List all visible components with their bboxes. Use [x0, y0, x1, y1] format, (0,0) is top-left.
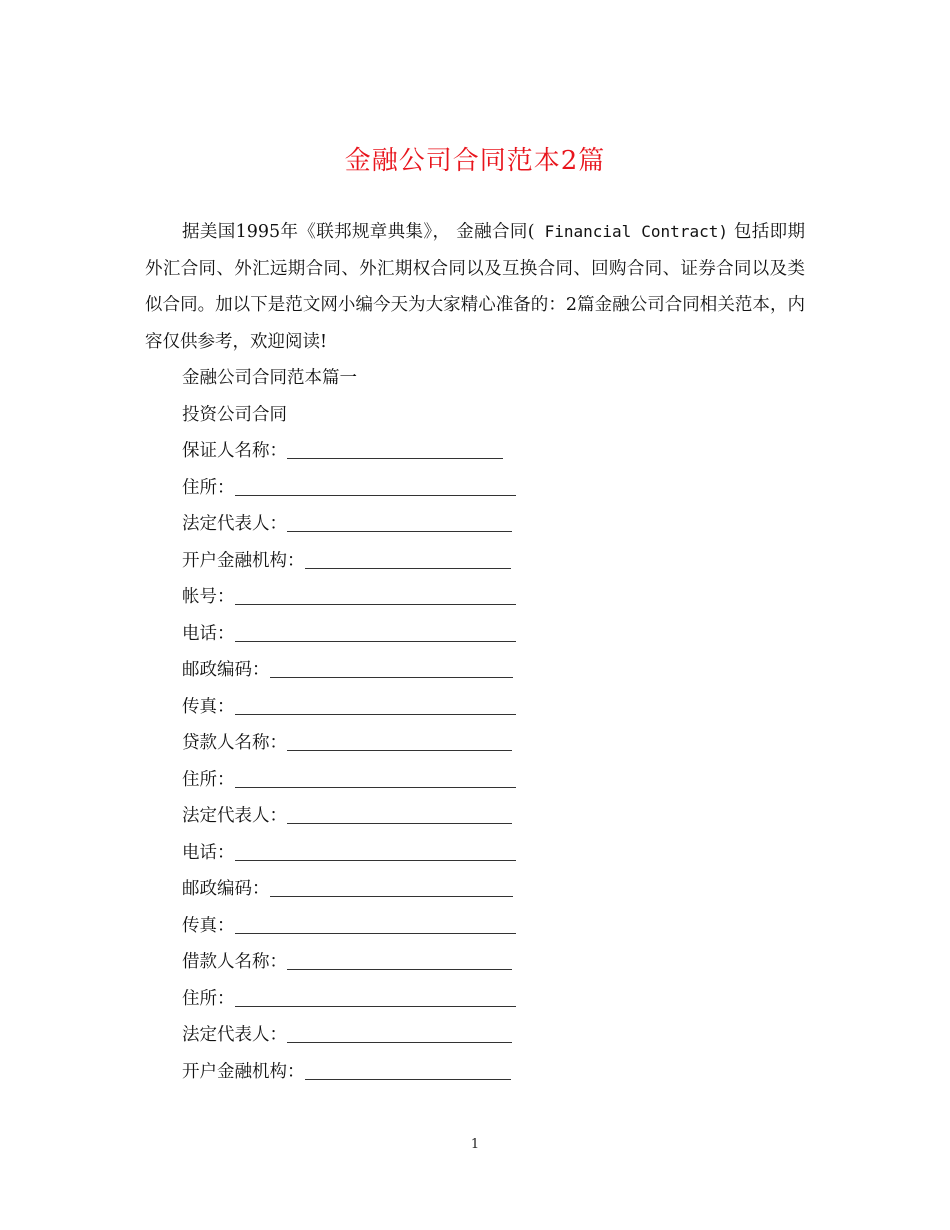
- field-blank-line: [287, 749, 512, 751]
- intro-text-part1: 据美国1995年《联邦规章典集》， 金融合同(: [182, 222, 535, 242]
- field-blank-line: [235, 859, 516, 861]
- form-field: [182, 762, 582, 799]
- field-label: 帐号：: [182, 587, 235, 607]
- field-label: 邮政编码：: [182, 879, 270, 899]
- field-blank-line: [235, 640, 516, 642]
- form-field: [182, 689, 582, 726]
- intro-text-part3: 包括即期外汇合同、外汇远期合同、外汇期权合同以及互换合同、回购合同、证券合同以及类似合同。加以下是范文网小编今天为大家精心准备的：2篇金融公司合同相关范本，内容仅供参考，欢迎阅读!: [145, 222, 806, 352]
- form-field: [182, 835, 582, 872]
- form-field: [182, 725, 582, 762]
- form-field: [182, 944, 582, 981]
- form-field: [182, 908, 582, 945]
- field-label: 住所：: [182, 477, 235, 498]
- field-blank-line: [235, 494, 516, 496]
- field-blank-line: [270, 895, 513, 897]
- field-label: 贷款人名称：: [182, 733, 287, 753]
- field-blank-line: [270, 676, 513, 678]
- field-blank-line: [287, 457, 503, 459]
- field-label: 法定代表人：: [182, 806, 287, 826]
- contract-title: [182, 397, 582, 434]
- field-blank-line: [287, 530, 512, 532]
- field-label: 开户金融机构：: [182, 1061, 305, 1082]
- form-field: [182, 798, 582, 835]
- field-label: 电话：: [182, 623, 235, 644]
- form-field: [182, 981, 582, 1018]
- field-label: 传真：: [182, 915, 235, 936]
- form-field: [182, 1054, 582, 1091]
- section-heading: [182, 360, 582, 397]
- field-label: 住所：: [182, 988, 235, 1009]
- contract-title-text: 投资公司合同: [182, 404, 287, 425]
- field-label: 开户金融机构：: [182, 550, 305, 571]
- field-blank-line: [287, 1041, 512, 1043]
- field-blank-line: [235, 786, 516, 788]
- form-field: [182, 433, 582, 470]
- form-field: [182, 652, 582, 689]
- intro-paragraph: [145, 214, 805, 360]
- contract-body: [182, 360, 582, 1090]
- form-field: [182, 616, 582, 653]
- field-blank-line: [235, 1005, 516, 1007]
- field-blank-line: [287, 822, 512, 824]
- form-field: [182, 470, 582, 507]
- form-field: [182, 579, 582, 616]
- form-field: [182, 871, 582, 908]
- field-blank-line: [235, 713, 516, 715]
- field-label: 法定代表人：: [182, 514, 287, 534]
- form-field: [182, 1017, 582, 1054]
- page-number: 1: [470, 1137, 480, 1152]
- field-blank-line: [235, 932, 516, 934]
- field-label: 法定代表人：: [182, 1025, 287, 1045]
- field-label: 借款人名称：: [182, 952, 287, 972]
- document-title: 金融公司合同范本2篇: [344, 146, 606, 176]
- field-label: 邮政编码：: [182, 660, 270, 680]
- form-field: [182, 543, 582, 580]
- field-blank-line: [235, 603, 516, 605]
- form-field: [182, 506, 582, 543]
- section-heading-text: 金融公司合同范本篇一: [182, 368, 357, 388]
- field-label: 住所：: [182, 769, 235, 790]
- field-label: 传真：: [182, 696, 235, 717]
- field-blank-line: [305, 1078, 511, 1080]
- field-label: 电话：: [182, 842, 235, 863]
- field-label: 保证人名称：: [182, 441, 287, 461]
- field-blank-line: [287, 968, 512, 970]
- intro-text-english: Financial Contract): [534, 222, 728, 241]
- field-blank-line: [305, 567, 511, 569]
